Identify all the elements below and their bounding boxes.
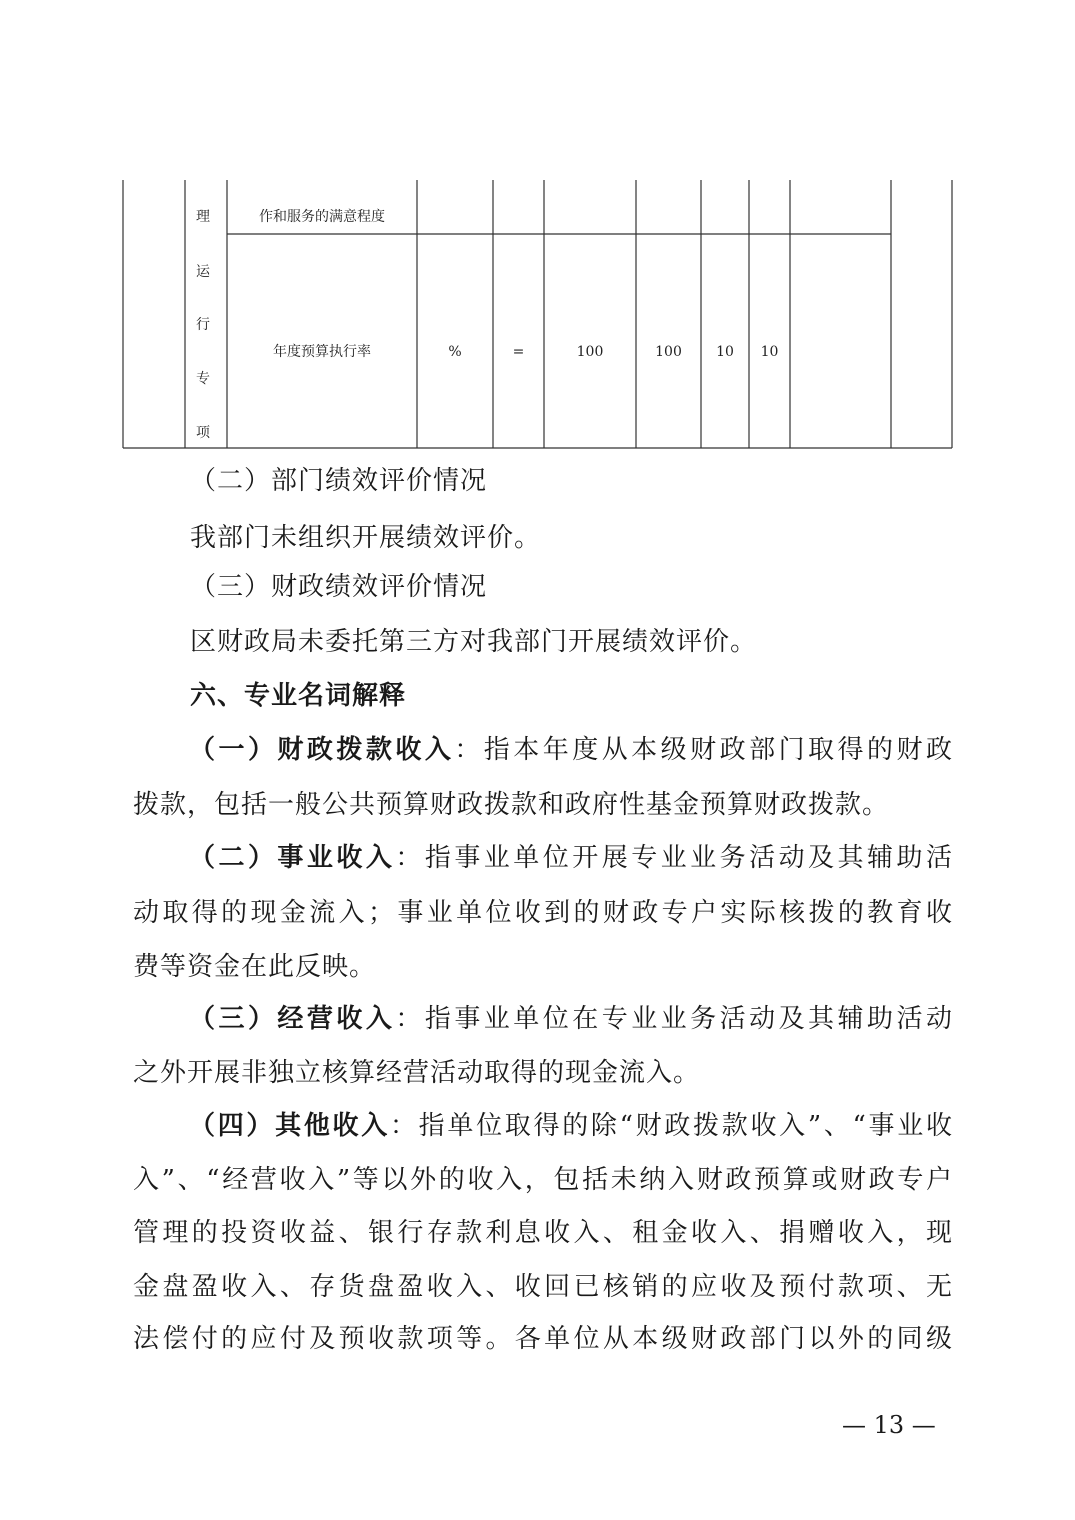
table-cell-indicator: 作和服务的满意程度: [259, 209, 385, 225]
table-cell-indicator: 年度预算执行率: [273, 344, 371, 360]
term-1-line: （一）财政拨款收入：指本年度从本级财政部门取得的财政: [189, 735, 953, 765]
table-cell-score: 10: [760, 344, 779, 360]
term-2-line: （二）事业收入：指事业单位开展专业业务活动及其辅助活: [189, 843, 953, 873]
term-2-label: （二）事业收入: [189, 843, 396, 873]
table-vertical-char: 理: [196, 209, 210, 225]
term-1-line: 拨款，包括一般公共预算财政拨款和政府性基金预算财政拨款。: [133, 790, 890, 820]
term-4-line: 入”、“经营收入”等以外的收入，包括未纳入财政预算或财政专户: [133, 1165, 953, 1195]
table-vertical-char: 专: [196, 371, 210, 387]
heading-dept-eval: （二）部门绩效评价情况: [190, 466, 488, 496]
term-3-line: 之外开展非独立核算经营活动取得的现金流入。: [133, 1058, 701, 1088]
paragraph-fin-eval: 区财政局未委托第三方对我部门开展绩效评价。: [190, 627, 758, 657]
page-number: — 13 —: [842, 1411, 936, 1439]
term-2-line: 费等资金在此反映。: [133, 952, 377, 982]
term-4-line: 金盘盈收入、存货盘盈收入、收回已核销的应收及预付款项、无: [133, 1272, 953, 1302]
term-3-line: （三）经营收入：指事业单位在专业业务活动及其辅助活动: [189, 1004, 953, 1034]
table-cell-unit: %: [448, 344, 462, 360]
term-4-line: 法偿付的应付及预收款项等。各单位从本级财政部门以外的同级: [133, 1324, 953, 1354]
table-cell-target: 100: [576, 344, 604, 360]
heading-section-6: 六、专业名词解释: [190, 681, 407, 711]
paragraph-dept-eval: 我部门未组织开展绩效评价。: [190, 523, 542, 553]
term-4-line: （四）其他收入：指单位取得的除“财政拨款收入”、“事业收: [189, 1111, 953, 1141]
term-3-label: （三）经营收入: [189, 1004, 396, 1034]
table-cell-operator: =: [512, 344, 525, 360]
term-2-line: 动取得的现金流入；事业单位收到的财政专户实际核拨的教育收: [133, 898, 953, 928]
performance-table-lines: [0, 0, 1075, 460]
heading-fin-eval: （三）财政绩效评价情况: [190, 572, 488, 602]
term-4-label: （四）其他收入: [189, 1111, 390, 1141]
table-vertical-char: 运: [196, 264, 210, 280]
table-cell-weight: 10: [716, 344, 734, 360]
term-4-line: 管理的投资收益、银行存款利息收入、租金收入、捐赠收入，现: [133, 1218, 953, 1248]
table-vertical-char: 项: [196, 425, 210, 441]
table-vertical-char: 行: [196, 317, 210, 333]
table-cell-actual: 100: [655, 344, 682, 360]
term-1-label: （一）财政拨款收入: [189, 735, 455, 765]
